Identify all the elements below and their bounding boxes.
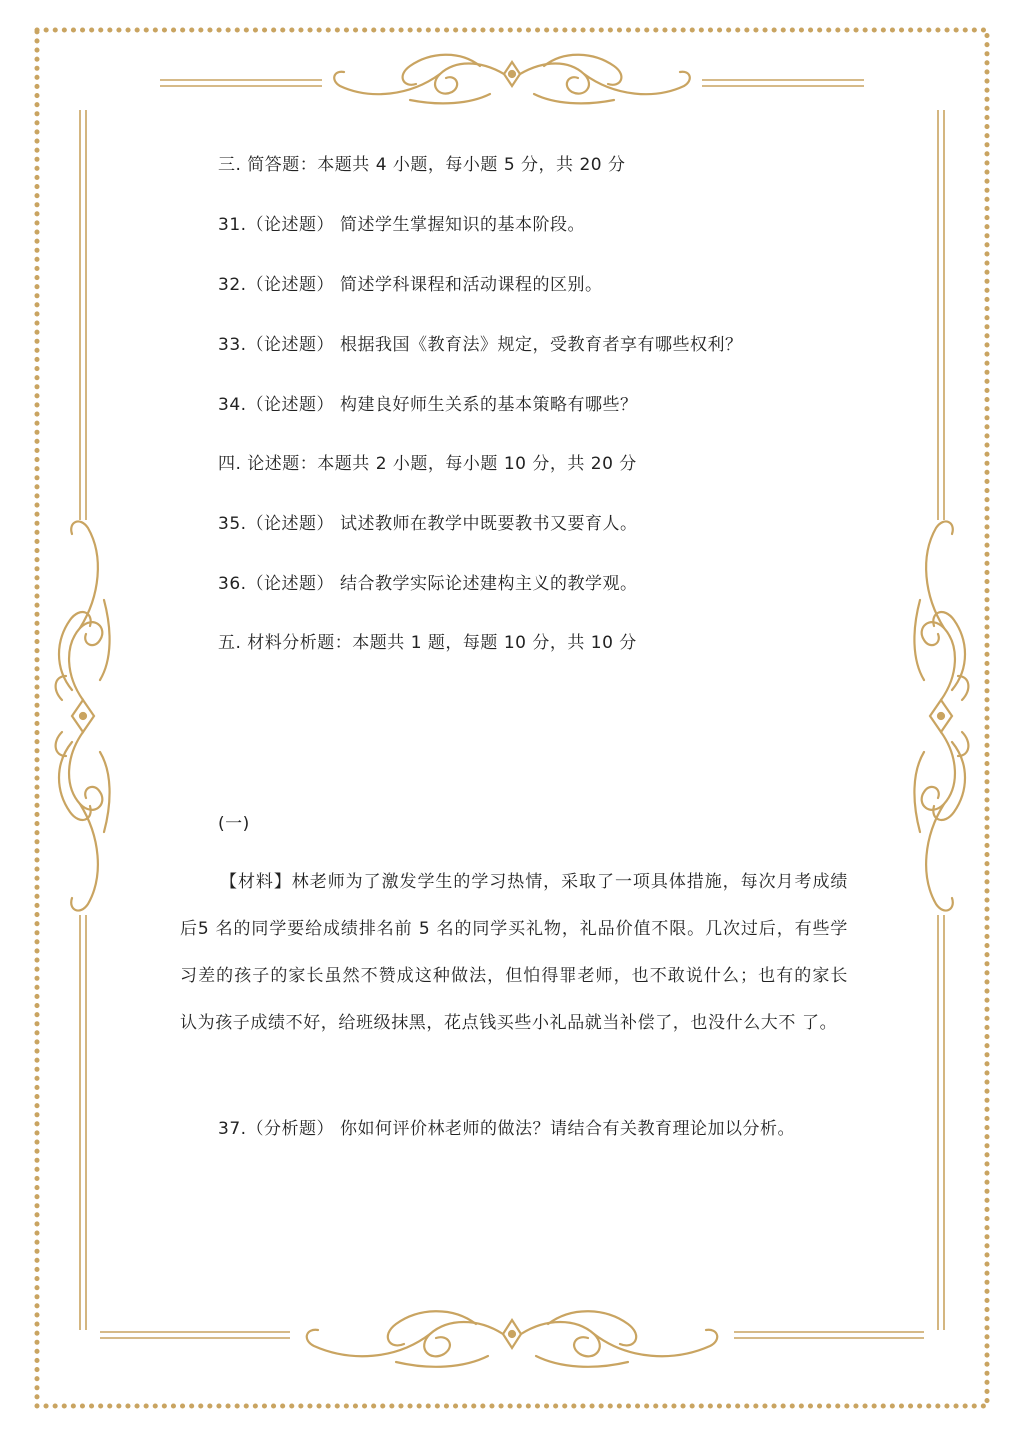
question-35: 35.（论述题） 试述教师在教学中既要教书又要育人。	[218, 514, 638, 534]
section-three-heading: 三. 简答题：本题共 4 小题，每小题 5 分，共 20 分	[218, 155, 626, 175]
sub-heading-one: (一)	[218, 814, 250, 834]
question-36: 36.（论述题） 结合教学实际论述建构主义的教学观。	[218, 574, 638, 594]
question-34: 34.（论述题） 构建良好师生关系的基本策略有哪些？	[218, 395, 638, 415]
question-32: 32.（论述题） 简述学科课程和活动课程的区别。	[218, 275, 603, 295]
question-31: 31.（论述题） 简述学生掌握知识的基本阶段。	[218, 215, 585, 235]
bottom-flourish-ornament	[307, 1311, 717, 1367]
question-33: 33.（论述题） 根据我国《教育法》规定，受教育者享有哪些权利？	[218, 335, 743, 355]
left-side-flourish-ornament	[56, 521, 110, 910]
section-five-heading: 五. 材料分析题：本题共 1 题，每题 10 分，共 10 分	[218, 633, 637, 653]
question-37: 37.（分析题） 你如何评价林老师的做法？请结合有关教育理论加以分析。	[218, 1119, 795, 1139]
top-flourish-ornament	[334, 55, 690, 104]
material-paragraph: 【材料】林老师为了激发学生的学习热情，采取了一项具体措施，每次月考成绩后5 名的同学要给成绩排名前 5 名的同学买礼物，礼品价值不限。几次过后，有些学习差的孩子的家长虽然不赞成这种做法，但怕得罪老师，也不敢说什么；也有的家长认为孩子成绩不好，给班级抹黑，花点钱买些小礼品就当补偿了，也没什么大不 了。	[180, 872, 848, 1033]
section-four-heading: 四. 论述题：本题共 2 小题，每小题 10 分，共 20 分	[218, 454, 637, 474]
